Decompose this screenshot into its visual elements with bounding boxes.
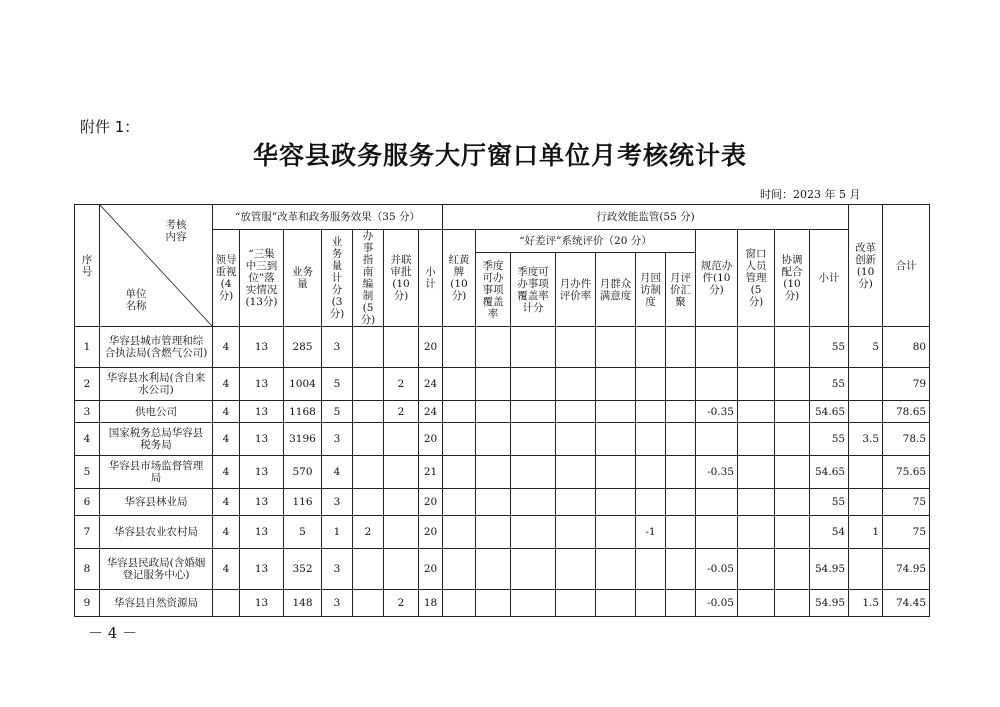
row-eval-aggregate [666, 456, 696, 489]
row-staff [738, 549, 775, 590]
row-seq: 1 [75, 327, 100, 368]
row-coverage-score [511, 456, 556, 489]
row-total: 79 [883, 368, 930, 401]
row-volume: 148 [284, 590, 322, 617]
row-red-yellow [443, 489, 476, 516]
row-volume-score: 3 [322, 549, 353, 590]
row-coverage-score [511, 489, 556, 516]
row-coord [775, 401, 810, 423]
row-coverage-score [511, 401, 556, 423]
table-row [75, 549, 930, 590]
row-subtotal-b: 54.95 [810, 549, 849, 590]
row-satisfaction [596, 549, 636, 590]
row-parallel: 2 [384, 368, 419, 401]
row-unit: 华容县水利局(含自来水公司) [100, 368, 213, 401]
row-eval-rate [556, 489, 596, 516]
row-coverage-score [511, 368, 556, 401]
row-satisfaction [596, 368, 636, 401]
row-subtotal-b: 54.65 [810, 456, 849, 489]
row-norm: -0.05 [696, 590, 738, 617]
row-red-yellow [443, 327, 476, 368]
header-subtotal-b: 小计 [810, 230, 849, 327]
row-three: 13 [240, 489, 284, 516]
row-subtotal-b: 54.65 [810, 401, 849, 423]
row-guide [353, 456, 384, 489]
row-coverage [476, 423, 511, 456]
row-norm [696, 489, 738, 516]
row-unit: 供电公司 [100, 401, 213, 423]
row-guide [353, 368, 384, 401]
row-staff [738, 590, 775, 617]
row-total: 78.65 [883, 401, 930, 423]
header-eval-aggregate: 月评价汇聚 [666, 253, 696, 327]
header-leader: 领导重视(4分) [213, 230, 240, 327]
row-leader: 4 [213, 327, 240, 368]
row-total: 75.65 [883, 456, 930, 489]
row-total: 80 [883, 327, 930, 368]
row-eval-aggregate [666, 423, 696, 456]
row-parallel [384, 327, 419, 368]
row-coord [775, 549, 810, 590]
row-total: 78.5 [883, 423, 930, 456]
row-parallel [384, 423, 419, 456]
row-red-yellow [443, 549, 476, 590]
row-red-yellow [443, 516, 476, 549]
row-eval-aggregate [666, 327, 696, 368]
row-coverage [476, 516, 511, 549]
row-seq: 3 [75, 401, 100, 423]
row-reform [849, 368, 883, 401]
row-guide [353, 489, 384, 516]
row-revisit [636, 590, 666, 617]
row-volume: 570 [284, 456, 322, 489]
row-seq: 9 [75, 590, 100, 617]
row-volume-score: 3 [322, 590, 353, 617]
row-volume: 1004 [284, 368, 322, 401]
row-subtotal-a: 18 [419, 590, 443, 617]
row-guide: 2 [353, 516, 384, 549]
row-total: 75 [883, 489, 930, 516]
row-revisit: -1 [636, 516, 666, 549]
row-coverage [476, 590, 511, 617]
row-subtotal-b: 55 [810, 423, 849, 456]
row-three: 13 [240, 368, 284, 401]
row-unit: 国家税务总局华容县税务局 [100, 423, 213, 456]
row-revisit [636, 456, 666, 489]
row-unit: 华容县民政局(含婚姻登记服务中心) [100, 549, 213, 590]
header-coverage-score: 季度可办事项覆盖率计分 [511, 253, 556, 327]
row-parallel [384, 549, 419, 590]
row-subtotal-b: 55 [810, 327, 849, 368]
header-diagonal [100, 205, 213, 327]
header-eval-rate: 月办件评价率 [556, 253, 596, 327]
row-volume-score: 1 [322, 516, 353, 549]
row-revisit [636, 401, 666, 423]
row-satisfaction [596, 327, 636, 368]
assessment-table [74, 204, 930, 617]
header-coverage: 季度可办事项覆盖率 [476, 253, 511, 327]
row-three: 13 [240, 590, 284, 617]
row-three: 13 [240, 423, 284, 456]
row-parallel: 2 [384, 590, 419, 617]
row-eval-rate [556, 549, 596, 590]
row-guide [353, 590, 384, 617]
row-staff [738, 456, 775, 489]
row-leader [213, 590, 240, 617]
row-three: 13 [240, 401, 284, 423]
row-revisit [636, 368, 666, 401]
row-eval-rate [556, 327, 596, 368]
row-norm: -0.35 [696, 456, 738, 489]
page-title: 华容县政务服务大厅窗口单位月考核统计表 [252, 141, 747, 170]
row-leader: 4 [213, 549, 240, 590]
row-revisit [636, 549, 666, 590]
row-coord [775, 516, 810, 549]
row-norm [696, 423, 738, 456]
row-coord [775, 590, 810, 617]
header-reform: 改革创新(10分) [849, 205, 883, 327]
row-coverage-score [511, 327, 556, 368]
row-leader: 4 [213, 401, 240, 423]
page-number: － 4 － [88, 624, 138, 642]
row-staff [738, 368, 775, 401]
row-satisfaction [596, 489, 636, 516]
row-subtotal-a: 20 [419, 327, 443, 368]
header-volume-score: 业务量计分(3分) [322, 230, 353, 327]
row-volume: 116 [284, 489, 322, 516]
header-seq: 序号 [75, 205, 100, 327]
header-total: 合计 [883, 205, 930, 327]
row-parallel [384, 456, 419, 489]
row-staff [738, 516, 775, 549]
row-eval-rate [556, 401, 596, 423]
header-revisit: 月回访制度 [636, 253, 666, 327]
header-group-b-sub: “好差评”系统评价（20 分） [476, 230, 696, 253]
row-eval-aggregate [666, 401, 696, 423]
row-volume-score: 5 [322, 368, 353, 401]
table-row [75, 516, 930, 549]
row-eval-aggregate [666, 516, 696, 549]
row-eval-aggregate [666, 549, 696, 590]
row-volume-score: 4 [322, 456, 353, 489]
table-row [75, 401, 930, 423]
row-volume: 3196 [284, 423, 322, 456]
row-reform: 1 [849, 516, 883, 549]
row-leader: 4 [213, 423, 240, 456]
header-subtotal-a: 小计 [419, 230, 443, 327]
header-norm: 规范办件(10分) [696, 230, 738, 327]
row-reform [849, 489, 883, 516]
row-parallel [384, 516, 419, 549]
row-leader: 4 [213, 516, 240, 549]
header-diag-bottom: 单位名称 [125, 288, 147, 312]
row-seq: 8 [75, 549, 100, 590]
row-guide [353, 327, 384, 368]
report-time: 时间：2023 年 5 月 [760, 188, 861, 201]
row-norm [696, 368, 738, 401]
row-guide [353, 549, 384, 590]
header-staff: 窗口人员管理(5分) [738, 230, 775, 327]
header-group-a: “放管服”改革和政务服务效果（35 分） [213, 205, 443, 230]
row-subtotal-a: 20 [419, 423, 443, 456]
row-subtotal-a: 20 [419, 489, 443, 516]
row-coord [775, 456, 810, 489]
row-seq: 2 [75, 368, 100, 401]
row-revisit [636, 327, 666, 368]
row-norm: -0.35 [696, 401, 738, 423]
row-satisfaction [596, 590, 636, 617]
row-red-yellow [443, 590, 476, 617]
row-staff [738, 423, 775, 456]
row-coverage [476, 401, 511, 423]
table-row [75, 590, 930, 617]
row-red-yellow [443, 368, 476, 401]
row-revisit [636, 423, 666, 456]
header-diag-top: 考核内容 [165, 219, 187, 243]
row-staff [738, 401, 775, 423]
row-leader: 4 [213, 489, 240, 516]
row-volume-score: 3 [322, 327, 353, 368]
row-eval-rate [556, 456, 596, 489]
row-subtotal-b: 55 [810, 368, 849, 401]
header-group-b: 行政效能监管(55 分) [443, 205, 849, 230]
row-coverage [476, 456, 511, 489]
row-volume: 352 [284, 549, 322, 590]
row-reform: 1.5 [849, 590, 883, 617]
row-volume-score: 3 [322, 489, 353, 516]
row-staff [738, 327, 775, 368]
row-coord [775, 489, 810, 516]
row-eval-aggregate [666, 590, 696, 617]
table-row [75, 368, 930, 401]
row-seq: 6 [75, 489, 100, 516]
row-norm: -0.05 [696, 549, 738, 590]
row-coverage [476, 368, 511, 401]
row-volume-score: 3 [322, 423, 353, 456]
row-seq: 7 [75, 516, 100, 549]
row-guide [353, 423, 384, 456]
row-subtotal-a: 24 [419, 401, 443, 423]
row-eval-rate [556, 516, 596, 549]
table-row [75, 327, 930, 368]
header-coord: 协调配合(10分) [775, 230, 810, 327]
row-red-yellow [443, 456, 476, 489]
row-coverage [476, 489, 511, 516]
row-subtotal-b: 55 [810, 489, 849, 516]
row-reform: 3.5 [849, 423, 883, 456]
row-subtotal-b: 54 [810, 516, 849, 549]
row-reform [849, 401, 883, 423]
row-unit: 华容县林业局 [100, 489, 213, 516]
row-coord [775, 423, 810, 456]
row-parallel: 2 [384, 401, 419, 423]
row-three: 13 [240, 516, 284, 549]
row-satisfaction [596, 401, 636, 423]
header-red-yellow: 红黄牌(10分) [443, 230, 476, 327]
header-volume: 业务量 [284, 230, 322, 327]
row-red-yellow [443, 401, 476, 423]
row-reform: 5 [849, 327, 883, 368]
row-parallel [384, 489, 419, 516]
row-eval-rate [556, 423, 596, 456]
header-guide: 办事指南编制(5分) [353, 230, 384, 327]
row-satisfaction [596, 516, 636, 549]
row-leader: 4 [213, 368, 240, 401]
row-coverage-score [511, 549, 556, 590]
row-volume: 285 [284, 327, 322, 368]
row-coord [775, 368, 810, 401]
row-coord [775, 327, 810, 368]
header-three: “三集中三到位”落实情况(13分) [240, 230, 284, 327]
row-norm [696, 327, 738, 368]
row-revisit [636, 489, 666, 516]
row-reform [849, 456, 883, 489]
row-unit: 华容县城市管理和综合执法局(含燃气公司) [100, 327, 213, 368]
row-volume: 1168 [284, 401, 322, 423]
row-subtotal-a: 21 [419, 456, 443, 489]
row-satisfaction [596, 423, 636, 456]
row-eval-rate [556, 368, 596, 401]
row-leader: 4 [213, 456, 240, 489]
header-parallel: 并联审批(10分) [384, 230, 419, 327]
row-unit: 华容县市场监督管理局 [100, 456, 213, 489]
row-red-yellow [443, 423, 476, 456]
row-reform [849, 549, 883, 590]
row-total: 74.95 [883, 549, 930, 590]
row-coverage-score [511, 516, 556, 549]
row-subtotal-a: 24 [419, 368, 443, 401]
row-staff [738, 489, 775, 516]
header-satisfaction: 月群众满意度 [596, 253, 636, 327]
row-subtotal-a: 20 [419, 549, 443, 590]
row-coverage [476, 549, 511, 590]
row-three: 13 [240, 549, 284, 590]
row-total: 75 [883, 516, 930, 549]
row-subtotal-b: 54.95 [810, 590, 849, 617]
attachment-label: 附件 1： [80, 118, 140, 136]
row-guide [353, 401, 384, 423]
row-eval-aggregate [666, 489, 696, 516]
row-norm [696, 516, 738, 549]
row-coverage [476, 327, 511, 368]
row-volume: 5 [284, 516, 322, 549]
table-row [75, 423, 930, 456]
row-three: 13 [240, 327, 284, 368]
table-row [75, 489, 930, 516]
row-subtotal-a: 20 [419, 516, 443, 549]
table-row [75, 456, 930, 489]
row-volume-score: 5 [322, 401, 353, 423]
row-seq: 5 [75, 456, 100, 489]
row-unit: 华容县自然资源局 [100, 590, 213, 617]
row-coverage-score [511, 423, 556, 456]
row-seq: 4 [75, 423, 100, 456]
row-unit: 华容县农业农村局 [100, 516, 213, 549]
row-eval-rate [556, 590, 596, 617]
row-coverage-score [511, 590, 556, 617]
row-satisfaction [596, 456, 636, 489]
row-three: 13 [240, 456, 284, 489]
row-eval-aggregate [666, 368, 696, 401]
row-total: 74.45 [883, 590, 930, 617]
